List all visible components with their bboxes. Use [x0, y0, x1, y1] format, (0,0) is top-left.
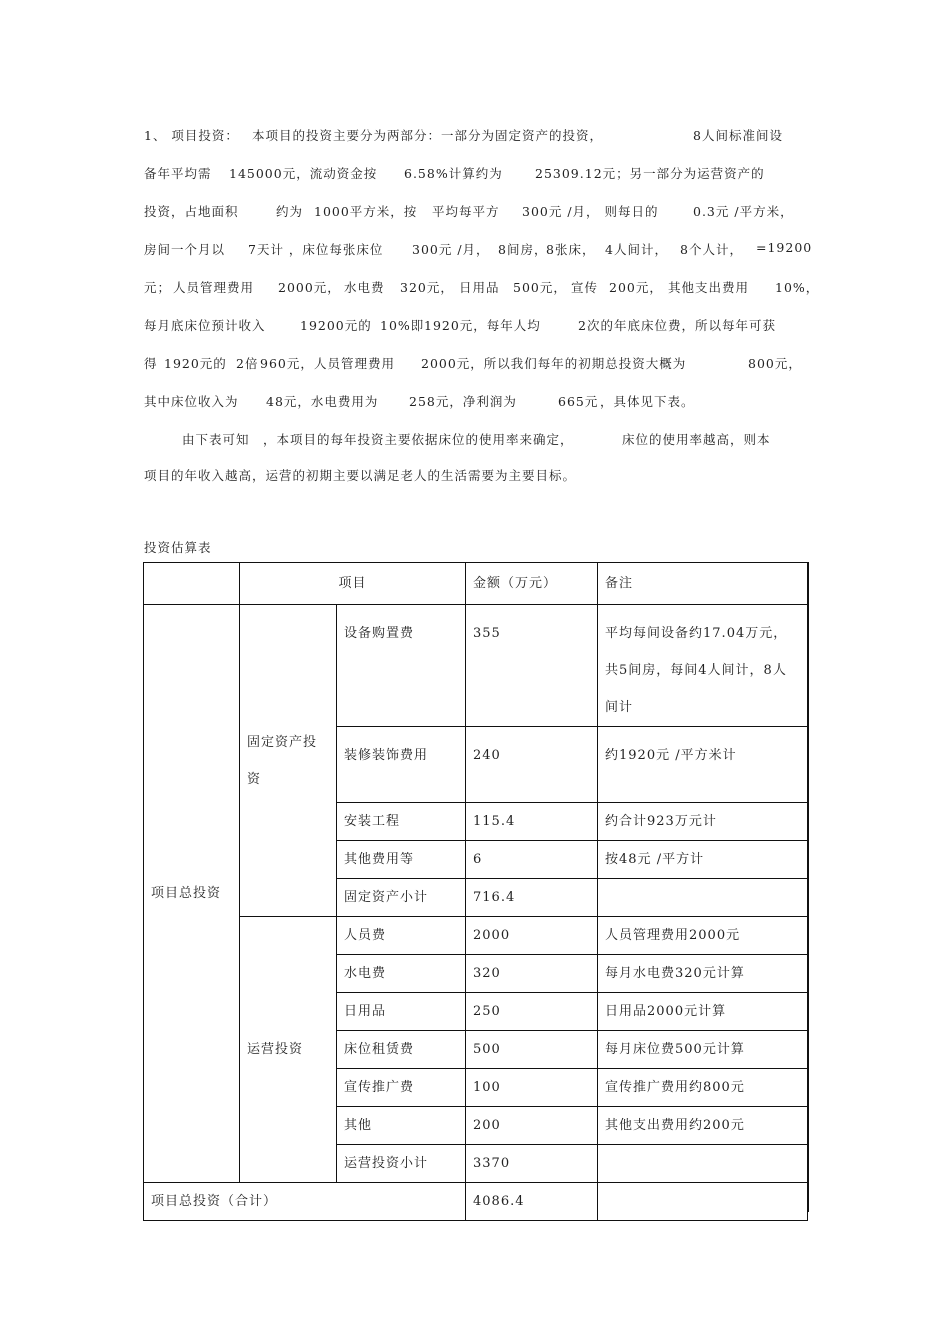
row-amount: 355 [466, 605, 598, 727]
row-note: 每月水电费320元计算 [598, 955, 808, 993]
row-name: 安装工程 [337, 803, 466, 841]
total-note [598, 1183, 808, 1221]
row-name: 宣传推广费 [337, 1069, 466, 1107]
row-note: 约合计923万元计 [598, 803, 808, 841]
row-note: 平均每间设备约17.04万元，共5间房，每间4人间计，8人间计 [598, 605, 808, 727]
row-name: 设备购置费 [337, 605, 466, 727]
table-row [144, 605, 808, 727]
row-note: 人员管理费用2000元 [598, 917, 808, 955]
row-amount: 716.4 [466, 879, 598, 917]
row-amount: 3370 [466, 1145, 598, 1183]
table-total-row [144, 1183, 808, 1221]
row-note: 宣传推广费用约800元 [598, 1069, 808, 1107]
row-amount: 240 [466, 727, 598, 803]
table-row [144, 917, 808, 955]
row-name: 装修装饰费用 [337, 727, 466, 803]
fixed-investment-label: 固定资产投资 [240, 605, 337, 917]
header-item: 项目 [240, 563, 466, 605]
row-amount: 2000 [466, 917, 598, 955]
table-header-row [144, 563, 808, 605]
row-amount: 115.4 [466, 803, 598, 841]
row-note [598, 1145, 808, 1183]
operating-investment-label: 运营投资 [240, 917, 337, 1183]
row-amount: 500 [466, 1031, 598, 1069]
row-amount: 250 [466, 993, 598, 1031]
row-note: 约1920元 /平方米计 [598, 727, 808, 803]
table-caption: 投资估算表 [144, 540, 212, 555]
investment-table [143, 562, 808, 1221]
row-name: 人员费 [337, 917, 466, 955]
row-amount: 200 [466, 1107, 598, 1145]
header-note: 备注 [598, 563, 808, 605]
row-name: 水电费 [337, 955, 466, 993]
table-right-border [807, 562, 809, 1212]
row-note: 每月床位费500元计算 [598, 1031, 808, 1069]
intro-paragraph: 1、 项目投资： 本项目的投资主要分为两部分：一部分为固定资产的投资， 8人间标准间设 备年平均需 145000元，流动资金按 6.58%计算约为 25309.12元；另一部分为运营资产的 投资，占地面积 约为 1000平方米，按 平均每平方 300元 /月， 则每日的 0.3元 /平方米， 房间一个月以 7天计 ，床位每张床位 300元 /月， 8间房， 8张床， 4人间计， 8个人计， =19200 元； 人员管理费用 2000元， 水电费 320元， 日用品 500元， 宣传 200元， 其他支出费用 10%， 每月底床位预计收入 19200元的 10%即 1920元，每年人均 2次的年底床位费，所以每年可获 得 1920元的 2倍 960元， 人员管理费用 2000元，所以我们每年的初期总投资大概为 800元， 其中床位收入为 48元，水电费用为 258元，净利润为 665元 ，具体见下表。 由下表可知 ，本项目的每年投资主要依据床位的使用率来确定， 床位的使用率越高，则本 项目的年收入越高，运营的初期主要以满足老人的生活需要为主要目标。 [144, 128, 820, 483]
row-name: 其他 [337, 1107, 466, 1145]
total-label: 项目总投资（合计） [144, 1183, 466, 1221]
header-amount: 金额（万元） [466, 563, 598, 605]
row-amount: 320 [466, 955, 598, 993]
row-name: 固定资产小计 [337, 879, 466, 917]
row-name: 其他费用等 [337, 841, 466, 879]
row-note: 其他支出费用约200元 [598, 1107, 808, 1145]
row-note: 日用品2000元计算 [598, 993, 808, 1031]
row-note [598, 879, 808, 917]
total-amount: 4086.4 [466, 1183, 598, 1221]
row-name: 运营投资小计 [337, 1145, 466, 1183]
row-name: 日用品 [337, 993, 466, 1031]
group-label: 项目总投资 [144, 605, 240, 1183]
row-amount: 6 [466, 841, 598, 879]
row-note: 按48元 /平方计 [598, 841, 808, 879]
row-amount: 100 [466, 1069, 598, 1107]
row-name: 床位租赁费 [337, 1031, 466, 1069]
